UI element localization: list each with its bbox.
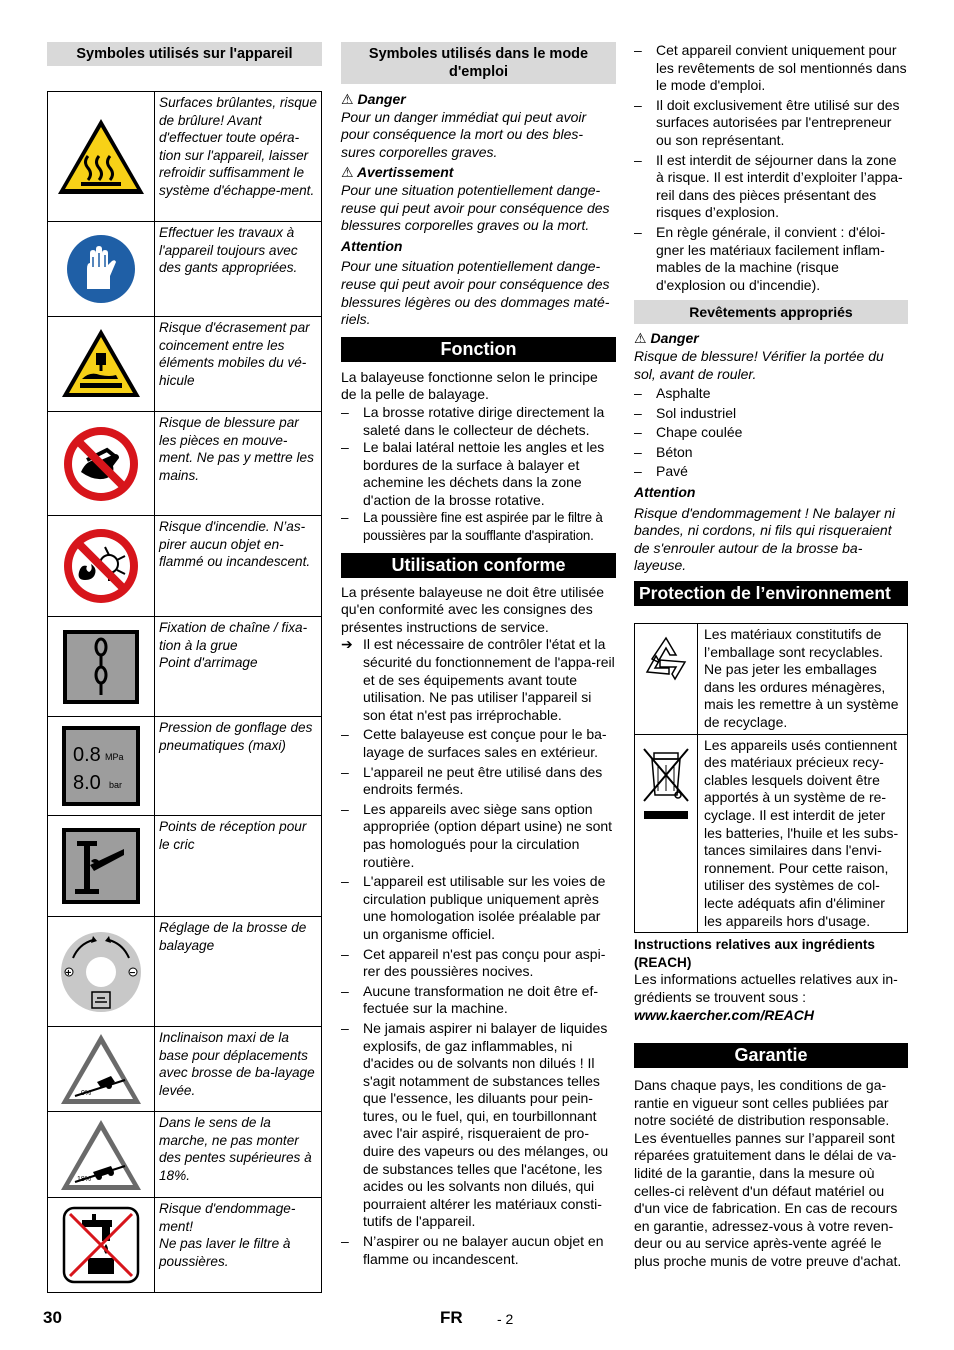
arrow-icon: ➔ <box>341 636 353 653</box>
symbol-description: Fixation de chaîne / fixa-tion à la grue Point d'arrimage <box>159 620 308 671</box>
symbol-row <box>48 616 321 716</box>
symbol-row <box>48 316 321 411</box>
attention-title: Attention <box>634 484 696 501</box>
list-item: – La brosse rotative dirige directement la saleté dans le collecteur de déchets. <box>341 403 605 438</box>
warning-title: ⚠ Avertissement <box>341 164 454 181</box>
section-heading-symbols-manual: Symboles utilisés dans le mode d'emploi <box>341 42 616 84</box>
column-1 <box>47 42 322 66</box>
jack-point-icon <box>48 816 155 916</box>
symbol-row <box>48 221 321 316</box>
list-item: – L'appareil est utilisable sur les voies de circulation publique uniquement après une homologation isolée préalable par un organisme officiel. <box>341 873 606 942</box>
environment-table <box>634 623 908 933</box>
symbol-row <box>48 916 321 1026</box>
no-burning-objects-icon <box>48 516 155 616</box>
symbol-row <box>48 92 321 221</box>
symbol-description: Réglage de la brosse de balayage <box>159 920 307 953</box>
symbol-row <box>48 1026 321 1111</box>
attention-title: Attention <box>341 237 403 254</box>
hot-surface-warning-icon <box>48 92 155 221</box>
section-heading-environnement: Protection de l’environnement <box>634 581 908 606</box>
danger-title: ⚠ Danger <box>341 91 406 107</box>
list-item: – Le balai latéral nettoie les angles et les bordures de la surface à balayer et achemine les déchets dans la zone d'action de la brosse rotative. <box>341 439 605 508</box>
symbols-table <box>47 91 322 1293</box>
symbol-description: Inclinaison maxi de la base pour déplacements avec brosse de ba-layage levée. <box>159 1030 315 1098</box>
list-item: – Chape coulée <box>634 424 743 441</box>
list-item: – Pavé <box>634 463 688 480</box>
list-item-arrow: ➔ Il est nécessaire de contrôler l'état et la sécurité du fonctionnement de l'appa-reil et de ses équipements avant toute utilisation. Ne pas utiliser l'appareil si son état n'est pas irréprochable. <box>341 636 615 723</box>
environment-text: Les appareils usés contiennent des matériaux précieux recy-clables lesquels doivent être apportés à un système de re-cyclage. Il est interdit de jeter les batteries, l'huile et les subs-tances similaires dans l'envi-ronnement. Pour cette raison, utiliser des systèmes de col-lecte adéquats afin d'éliminer les appareils hors d'usage. <box>704 736 899 929</box>
sub-page-number: - 2 <box>497 1311 514 1327</box>
pressure-unit-2: bar <box>109 780 123 790</box>
danger-text: Risque de blessure! Vérifier la portée du sol, avant de rouler. <box>634 347 884 382</box>
warning-triangle-icon: ⚠ <box>341 164 354 181</box>
crossed-bin-icon <box>635 735 698 933</box>
danger-title: ⚠ Danger <box>634 330 699 347</box>
section-heading-utilisation: Utilisation conforme <box>341 553 616 578</box>
list-item: – Béton <box>634 443 693 460</box>
page-number: 30 <box>43 1308 62 1327</box>
symbol-description: Points de réception pour le cric <box>159 819 307 852</box>
hand-crush-warning-icon <box>48 317 155 411</box>
list-item: – La poussière fine est aspirée par le filtre à poussières par la soufflante d'aspiration. <box>341 510 603 544</box>
symbol-description: Risque de blessure par les pièces en mouve-ment. Ne pas y mettre les mains. <box>159 415 314 483</box>
recycling-icon <box>635 624 698 734</box>
list-item: – L'appareil ne peut être utilisé dans des endroits fermés. <box>341 763 603 798</box>
list-item: – Cet appareil convient uniquement pour les revêtements de sol mentionnés dans le mode d'emploi. <box>634 42 907 94</box>
gloves-mandatory-icon <box>48 222 155 316</box>
symbol-description: Risque d'incendie. N’as-pirer aucun objet en-flammé ou incandescent. <box>159 519 311 570</box>
fonction-intro: La balayeuse fonctionne selon le principe de la pelle de balayage. <box>341 368 598 403</box>
list-item: – Cette balayeuse est conçue pour le ba-layage de surfaces sales en extérieur. <box>341 726 607 760</box>
attention-text: Pour une situation potentiellement dange-reuse qui peut avoir pour conséquence des blessures légères ou des dommages maté-riels. <box>341 258 610 328</box>
attention-text: Risque d'endommagement ! Ne balayer ni bandes, ni cordons, ni fils qui risqueraient de s'enrouler autour de la brosse ba-layeuse. <box>634 504 896 574</box>
symbol-row <box>48 1111 321 1197</box>
list-item: – N’aspirer ou ne balayer aucun objet en flamme ou incandescent. <box>341 1233 604 1267</box>
section-heading-fonction: Fonction <box>341 337 616 362</box>
minus-sign: − <box>129 967 136 979</box>
symbol-description: Risque d'écrasement par coincement entre les éléments mobiles du vé-hicule <box>159 320 310 388</box>
reach-link[interactable]: www.kaercher.com/REACH <box>634 1006 814 1023</box>
list-item: – Asphalte <box>634 385 711 402</box>
brush-adjustment-icon <box>48 917 155 1026</box>
symbol-row <box>48 515 321 616</box>
list-item: – Cet appareil n'est pas conçu pour aspi-rer des poussières nocives. <box>341 945 606 980</box>
symbol-description: Dans le sens de la marche, ne pas monter des pentes supérieures à 18%. <box>159 1115 312 1183</box>
tyre-pressure-icon <box>48 717 155 815</box>
list-item: – Il est interdit de séjourner dans la zone à risque. Il est interdit d’exploiter l’appa-reil dans des pièces présentant des risques d’explosion. <box>634 151 903 221</box>
symbol-description: Surfaces brûlantes, risque de brûlure! Avant d'effectuer toute opéra-tion sur l'appareil, laisser refroidir suffisamment le système d'échappe-ment. <box>159 95 317 198</box>
no-wash-filter-icon <box>48 1198 155 1292</box>
danger-text: Pour un danger immédiat qui peut avoir pour conséquence la mort ou des bles-sures corporelles graves. <box>341 108 587 160</box>
symbol-row <box>48 411 321 515</box>
environment-text: Les matériaux constitutifs de l’emballage sont recyclables. Ne pas jeter les emballages dans les ordures ménagères, mais les remettre à un système de recyclage. <box>704 626 899 730</box>
slope-label: 0% <box>81 1090 92 1097</box>
column-2 <box>341 42 616 1268</box>
list-item: – En règle générale, il convient : d'éloi-gner les matériaux facilement inflam-mables de la machine (risque d'explosion ou d'incendie). <box>634 223 886 293</box>
max-slope-brush-raised-icon <box>48 1027 155 1111</box>
garantie-text: Dans chaque pays, les conditions de ga-rantie en vigueur sont celles publiées par notre société de distribution responsable. Les éventuelles pannes sur l’appareil sont réparées gratuitement dans le délai de va-lidité de la garantie, dans la mesure où celles-ci relèvent d'un défaut matériel ou d'un vice de fabrication. En cas de recours en garantie, adressez-vous à votre reven-deur ou au service après-vente agréé le plus proche munis de votre preuve d'achat. <box>634 1077 902 1270</box>
symbol-row <box>48 1197 321 1292</box>
section-heading-revetements: Revêtements appropriés <box>634 300 908 324</box>
reach-title: Instructions relatives aux ingrédients (REACH) <box>634 937 875 970</box>
list-item: – Aucune transformation ne doit être ef-fectuée sur la machine. <box>341 982 599 1017</box>
warning-text: Pour une situation potentiellement dange-reuse qui peut avoir pour conséquence des blessures corporelles graves ou la mort. <box>341 181 610 234</box>
plus-sign: + <box>65 967 72 979</box>
symbol-row <box>48 815 321 916</box>
environment-row <box>635 624 907 734</box>
pressure-value-1: 0.8 <box>73 744 101 766</box>
list-item: – Sol industriel <box>634 404 737 421</box>
chain-fixing-point-icon <box>48 617 155 716</box>
slope-label: 18% <box>77 1175 92 1183</box>
list-item: – Les appareils avec siège sans option appropriée (option départ usine) ne sont pas homologués pour la circulation routière. <box>341 800 613 870</box>
warning-triangle-icon: ⚠ <box>341 91 354 107</box>
pressure-value-2: 8.0 <box>73 772 101 794</box>
pressure-unit-1: MPa <box>105 752 124 762</box>
list-item: – Ne jamais aspirer ni balayer de liquides explosifs, de gaz inflammables, ni d'acides ou de solvants non dilués ! Il s'agit notamment de substances telles que l'essence, les diluants pour pein-tures, ou le fuel, qui, en tourbillonnant avec l'air aspiré, risqueraient de pro-duire des vapeurs ou des mélanges, ou de substances telles que l'acétone, les acides ou les solvants non dilués, qui pourraient altérer les matériaux consti-tutifs de l'appareil. <box>341 1019 609 1230</box>
section-heading-garantie: Garantie <box>634 1043 908 1068</box>
max-slope-18-icon <box>48 1112 155 1197</box>
column-3 <box>634 42 908 1271</box>
reach-text: Les informations actuelles relatives aux in-grédients se trouvent sous : <box>634 971 898 1005</box>
symbol-description: Risque d'endommage-ment! Ne pas laver le filtre à poussières. <box>159 1201 296 1269</box>
list-item: – Il doit exclusivement être utilisé sur des surfaces autorisées par l'entrepreneur ou son représentant. <box>634 96 900 148</box>
utilisation-intro: La présente balayeuse ne doit être utilisée qu'en conformité avec les consignes des présentes instructions de service. <box>341 583 605 635</box>
symbol-description: Effectuer les travaux à l'appareil toujours avec des gants appropriées. <box>159 225 298 276</box>
section-heading-symbols-device: Symboles utilisés sur l'appareil <box>47 42 322 66</box>
symbol-description: Pression de gonflage des pneumatiques (maxi) <box>159 720 313 753</box>
no-reaching-moving-parts-icon <box>48 412 155 515</box>
warning-triangle-icon: ⚠ <box>634 330 647 347</box>
environment-row <box>635 734 907 933</box>
symbol-row <box>48 716 321 815</box>
language-code: FR <box>440 1308 463 1327</box>
